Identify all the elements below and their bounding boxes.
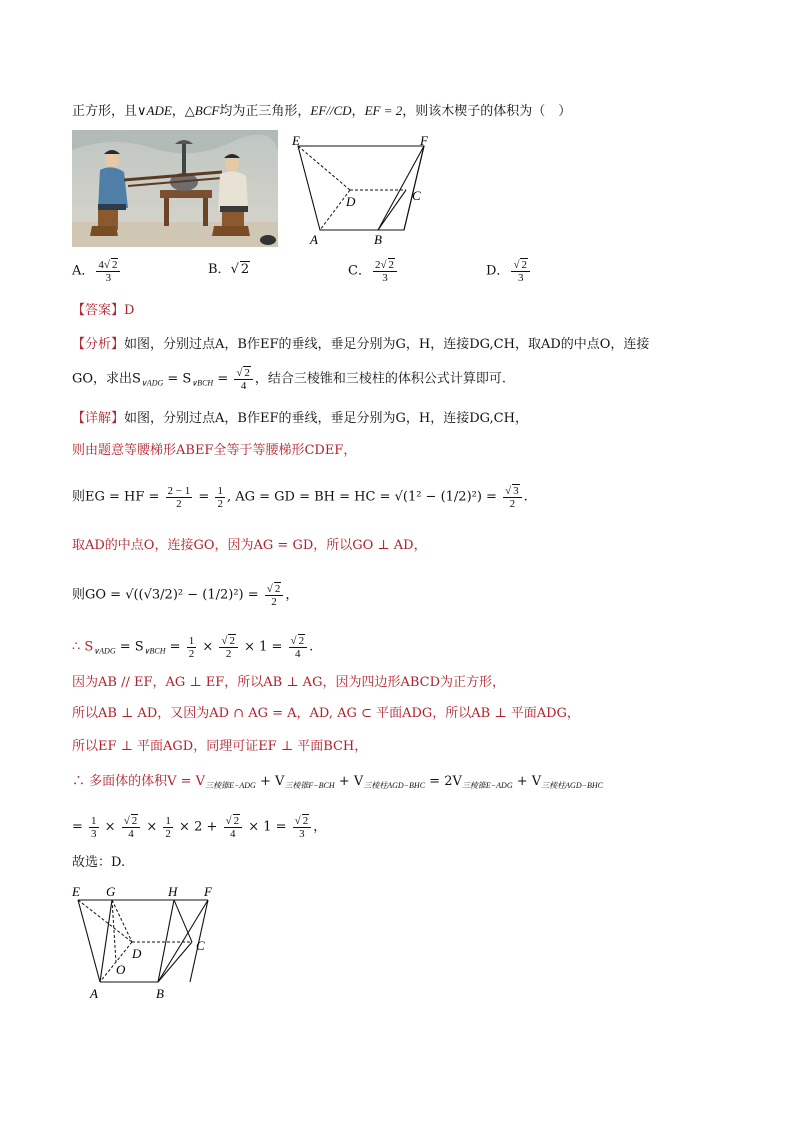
woodworking-painting [72, 130, 278, 247]
fig2-label-C: C [196, 938, 205, 953]
detail-conclusion: 故选：D. [72, 855, 126, 870]
fig2-label-E: E [72, 884, 80, 899]
detail-line-9: 所以EF ⊥ 平面AGD，同理可证EF ⊥ 平面BCH， [72, 739, 368, 754]
detail-line-4: 取AD的中点O，连接GO，因为AG = GD，所以GO ⊥ AD， [72, 538, 427, 553]
fig2-label-G: G [106, 884, 116, 899]
wedge-figure [290, 133, 440, 248]
detail-line-7: 因为AB // EF，AG ⊥ EF，所以AB ⊥ AG，因为四边形ABCD为正方形， [72, 675, 506, 690]
fig2-label-A: A [90, 986, 98, 1001]
answer-line: 【答案】D [72, 303, 135, 318]
analysis-line-2: GO，求出$S_{\vee ADG} = S_{\vee BCH}$ = $\frac{√ 2}{4}$ ，结合三棱锥和三棱柱的体积公式计算即可. [72, 367, 507, 392]
detail-line-1: 【详解】如图，分别过点A，B作EF的垂线，垂足分别为G，H，连接DG,CH， [72, 411, 528, 426]
fig2-label-B: B [156, 986, 164, 1001]
fig2-label-H: H [168, 884, 178, 899]
fig2-label-D: D [132, 946, 142, 961]
detail-line-10: ∴ 多面体的体积$V = V_{三棱锥E-ADG} + V_{三棱锥F-BCH} + V_{三棱柱AGD-BHC} = 2V_{三棱锥E-ADG} + V_{三棱柱AGD-BHC}$ [72, 774, 603, 790]
detail-line-11: = $\frac{1}{3}$ × $\frac{√ 2}{4}$ × $\frac{1}{2}$ × 2 + $\frac{√ 2}{4}$ × 1 = $\frac{√ 2}{3}$ ， [72, 814, 327, 840]
fig1-label-F: F [420, 133, 428, 148]
option-b: B．√ 2 [208, 262, 250, 277]
fig1-label-E: E [292, 133, 300, 148]
wedge-figure-annotated [70, 880, 230, 1005]
fig1-label-C: C [412, 188, 421, 203]
option-c: C． $\frac{2√ 2}{3}$ [348, 258, 399, 284]
fig1-label-B: B [374, 232, 382, 247]
analysis-line-1: 【分析】如图，分别过点A，B作EF的垂线，垂足分别为G，H，连接DG,CH，取AD的中点O，连接 [72, 337, 650, 352]
detail-line-6: ∴ $S_{\vee ADG} = S_{\vee BCH}$ = $\frac{1}{2}$ × $\frac{√ 2}{2}$ × 1 = $\frac{√ 2}{4}$ . [72, 634, 314, 660]
detail-line-8: 所以AB ⊥ AD，又因为AD ∩ AG = A，AD, AG ⊂ 平面ADG，所以AB ⊥ 平面ADG， [72, 706, 580, 721]
detail-line-2: 则由题意等腰梯形ABEF全等于等腰梯形CDEF， [72, 443, 357, 458]
fig1-label-D: D [346, 194, 356, 209]
fig2-label-F: F [204, 884, 212, 899]
detail-line-3: 则EG = HF = $\frac{2 - 1}{2}$ = $\frac{1}{2}$ , AG = GD = BH = HC = √(1² − (1/2)²) = $\frac{√ 3}{2}$ . [72, 484, 528, 510]
fig2-label-O: O [116, 962, 126, 977]
option-a: A． $\frac{4√ 2}{3}$ [72, 258, 122, 284]
detail-line-5: 则GO = √((√3/2)² − (1/2)²) = $\frac{√ 2}{2}$ ， [72, 583, 299, 608]
question-line: 正方形，且∨ADE，△BCF均为正三角形，EF//CD，EF = 2，则该木楔子的体积为（ ） [72, 103, 572, 119]
fig1-label-A: A [310, 232, 318, 247]
option-d: D． $\frac{√ 2}{3}$ [486, 258, 532, 284]
